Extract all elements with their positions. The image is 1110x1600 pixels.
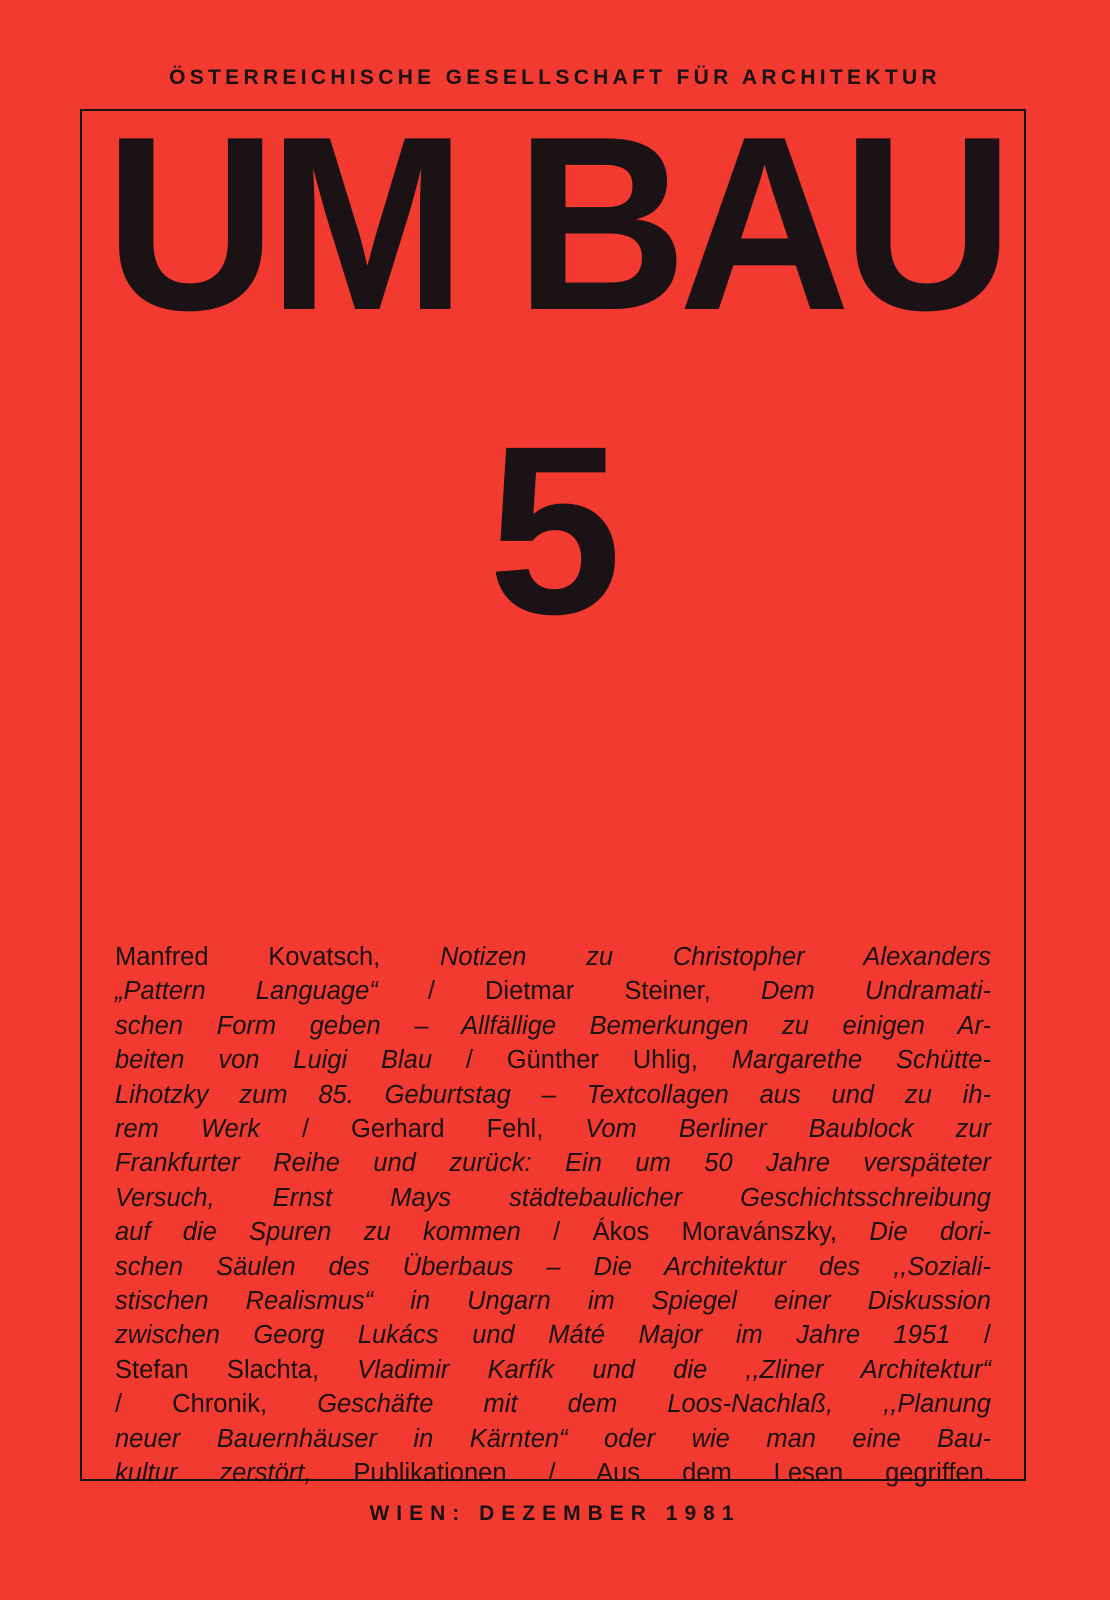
contents-line <box>115 1146 991 1180</box>
contents-line <box>115 974 991 1008</box>
contents-line <box>115 1078 991 1112</box>
contents-line <box>115 1318 991 1352</box>
contents-line <box>115 1181 991 1215</box>
contents-author-segment: Stefan Slachta, <box>115 1355 358 1384</box>
contents-title-segment: Versuch, Ernst Mays städtebaulicher Geschichtsschreibung <box>115 1183 991 1212</box>
contents-title-segment: Vom Berliner Baublock zur <box>585 1115 991 1144</box>
contents-author-segment: / Gerhard Fehl, <box>259 1115 586 1144</box>
contents-title-segment: Frankfurter Reihe und zurück: Ein um 50 Jahre verspäteter <box>115 1149 991 1178</box>
contents-author-segment: / <box>950 1321 991 1350</box>
contents-title-segment: neuer Bauernhäuser in Kärnten“ oder wie man eine Bau- <box>115 1424 991 1453</box>
contents-line <box>115 1112 991 1146</box>
contents-title-segment: Margarethe Schütte- <box>731 1046 991 1075</box>
contents-title-segment: Lihotzky zum 85. Geburtstag – Textcollagen aus und zu ih- <box>115 1080 991 1109</box>
contents-line <box>115 940 991 974</box>
contents-title-segment: kultur zerstört, <box>115 1459 312 1488</box>
magazine-title: UM BAU <box>104 84 1006 362</box>
contents-title-segment: Notizen zu Christopher Alexanders <box>439 943 991 971</box>
contents-author-segment: / Günther Uhlig, <box>432 1046 732 1075</box>
contents-author-segment: / Dietmar Steiner, <box>377 977 761 1006</box>
contents-title-segment: „Pattern Language“ <box>115 977 378 1006</box>
contents-title-segment: Die dori- <box>869 1218 991 1247</box>
contents-title-segment: Geschäfte mit dem Loos-Nachlaß, ,,Planung <box>317 1390 991 1419</box>
contents-author-segment: Publikationen / Aus dem Lesen gegriffen. <box>311 1459 991 1488</box>
publisher-line: ÖSTERREICHISCHE GESELLSCHAFT FÜR ARCHITEKTUR <box>169 66 941 89</box>
contents-title-segment: stischen Realismus“ in Ungarn im Spiegel einer Diskussion <box>115 1287 991 1316</box>
contents-author-segment: / Ákos Moravánszky, <box>520 1218 870 1247</box>
contents-line <box>115 1422 991 1456</box>
contents-title-segment: beiten von Luigi Blau <box>115 1046 433 1075</box>
contents-title-segment: Dem Undramati- <box>760 977 991 1006</box>
contents-line <box>115 1043 991 1077</box>
contents-title-segment: schen Säulen des Überbaus – Die Architektur des ,,Soziali- <box>115 1252 991 1281</box>
contents-title-segment: schen Form geben – Allfällige Bemerkungen zu einigen Ar- <box>115 1011 991 1040</box>
contents-line <box>115 1387 991 1421</box>
contents-line <box>115 1353 991 1387</box>
contents-line <box>115 1215 991 1249</box>
contents-title-segment: rem Werk <box>115 1115 260 1144</box>
table-of-contents <box>115 940 991 1491</box>
contents-line <box>115 1009 991 1043</box>
contents-line <box>115 1284 991 1318</box>
contents-title-segment: auf die Spuren zu kommen <box>115 1218 521 1247</box>
contents-line <box>115 1250 991 1284</box>
contents-title-segment: Vladimir Karfík und die ,,Zliner Architektur“ <box>357 1355 991 1384</box>
contents-line <box>115 1456 991 1490</box>
contents-author-segment: Manfred Kovatsch, <box>115 943 440 971</box>
dateline: WIEN: DEZEMBER 1981 <box>369 1502 741 1525</box>
contents-title-segment: zwischen Georg Lukács und Máté Major im Jahre 1951 <box>115 1321 951 1350</box>
issue-number: 5 <box>488 396 622 664</box>
contents-author-segment: / Chronik, <box>115 1390 318 1419</box>
